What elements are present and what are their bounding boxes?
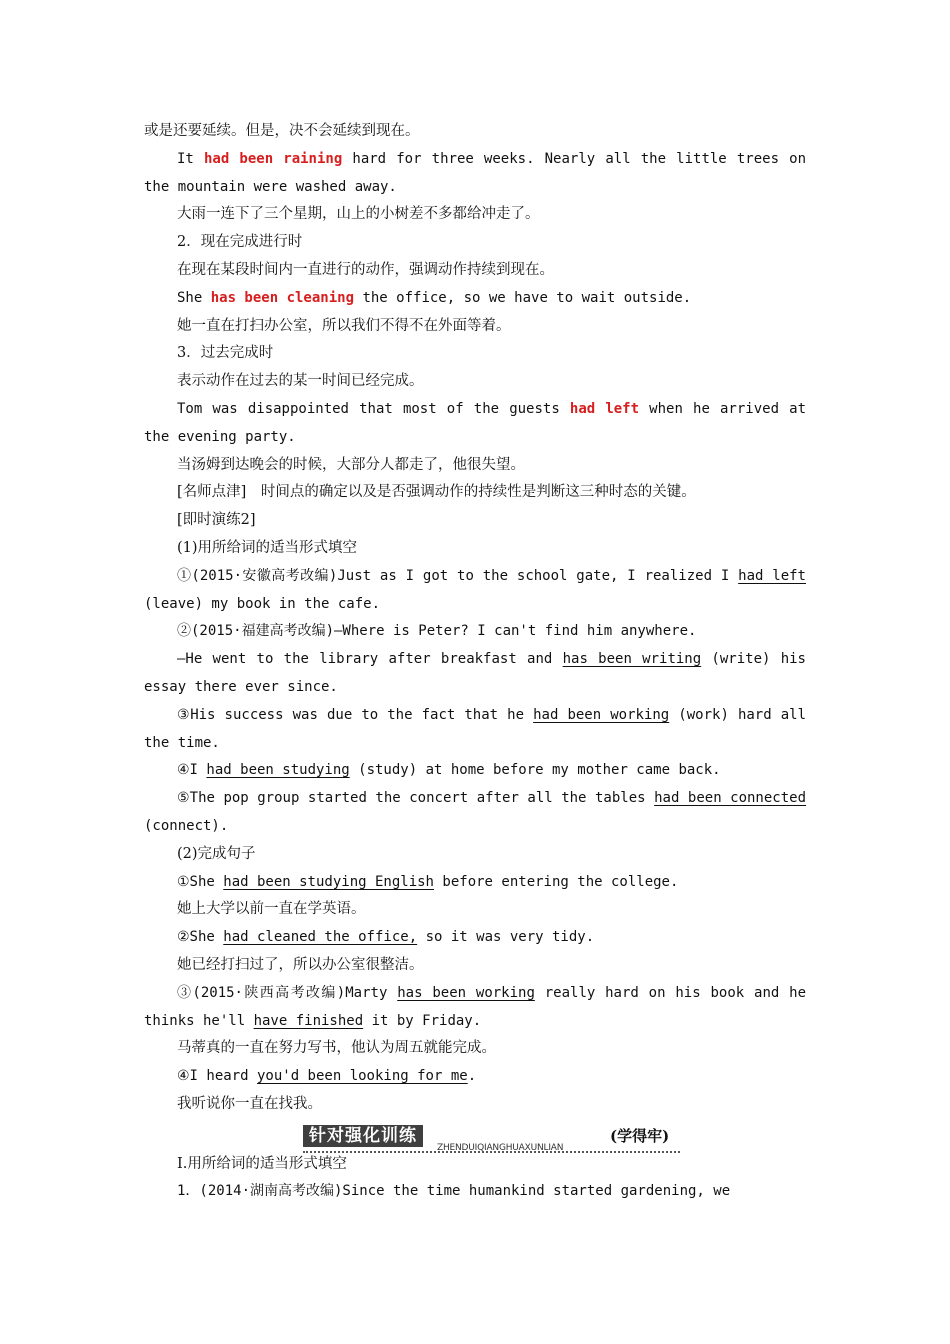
answer-blank: had been studying English bbox=[223, 873, 434, 890]
translation-line: 大雨一连下了三个星期，山上的小树差不多都给冲走了。 bbox=[177, 206, 540, 223]
section-banner bbox=[144, 1119, 806, 1151]
translation-line: 我听说你一直在找我。 bbox=[177, 1095, 322, 1112]
exercise-subheading: (1)用所给词的适当形式填空 bbox=[177, 539, 358, 556]
answer-blank: you'd been looking for me bbox=[256, 1068, 468, 1085]
exercise-item: ③His success was due to the fact that he had been working (work) hard all the time. bbox=[144, 706, 807, 751]
highlight-answer: has been cleaning bbox=[210, 289, 355, 306]
example-sentence: Tom was disappointed that most of the guests had left when he arrived at the evening party. bbox=[144, 400, 806, 445]
answer-blank: have finished bbox=[253, 1012, 364, 1029]
answer-blank: had left bbox=[738, 567, 806, 584]
exercise-heading: [即时演练2] bbox=[177, 512, 256, 529]
text-line: 表示动作在过去的某一时间已经完成。 bbox=[177, 373, 424, 390]
answer-blank: has been working bbox=[397, 984, 535, 1001]
exercise-heading: Ⅰ.用所给词的适当形式填空 bbox=[177, 1155, 347, 1172]
banner-title: 针对强化训练 bbox=[303, 1125, 423, 1147]
translation-line: 她已经打扫过了，所以办公室很整洁。 bbox=[177, 956, 424, 973]
section-heading: 3．过去完成时 bbox=[177, 345, 274, 362]
exercise-item: ②(2015·福建高考改编)—Where is Peter? I can't find him anywhere. bbox=[177, 623, 697, 640]
answer-blank: had cleaned the office, bbox=[223, 929, 418, 946]
example-sentence: It had been raining hard for three weeks. Nearly all the little trees on the mountain were washed away. bbox=[144, 150, 806, 195]
exercise-item: —He went to the library after breakfast and has been writing (write) his essay there ever since. bbox=[144, 651, 806, 695]
exercise-item: 1．(2014·湖南高考改编)Since the time humankind started gardening, we bbox=[177, 1183, 731, 1200]
banner-tail: (学得牢) bbox=[610, 1126, 670, 1145]
exercise-item: ④I had been studying (study) at home before my mother came back. bbox=[177, 762, 721, 779]
section-heading: 2．现在完成进行时 bbox=[177, 234, 303, 251]
translation-line: 当汤姆到达晚会的时候，大部分人都走了，他很失望。 bbox=[177, 456, 525, 473]
answer-blank: has been writing bbox=[562, 651, 702, 668]
answer-blank: had been studying bbox=[206, 762, 350, 779]
translation-line: 她上大学以前一直在学英语。 bbox=[177, 901, 366, 918]
teacher-note: [名师点津] 时间点的确定以及是否强调动作的持续性是判断这三种时态的关键。 bbox=[177, 484, 696, 501]
document-page bbox=[144, 118, 806, 1206]
exercise-item: ⑤The pop group started the concert after all the tables had been connected (connect). bbox=[144, 790, 807, 834]
translation-line: 她一直在打扫办公室，所以我们不得不在外面等着。 bbox=[177, 317, 511, 334]
exercise-subheading: (2)完成句子 bbox=[177, 845, 256, 862]
banner-pinyin: ZHENDUIQIANGHUAXUNLIAN bbox=[437, 1142, 564, 1153]
exercise-item: ②She had cleaned the office, so it was very tidy. bbox=[177, 929, 595, 946]
answer-blank: had been working bbox=[533, 706, 670, 723]
answer-blank: had been connected bbox=[654, 790, 807, 807]
highlight-answer: had left bbox=[569, 400, 640, 417]
exercise-item: ④I heard you'd been looking for me. bbox=[177, 1068, 477, 1085]
text-line: 或是还要延续。但是，决不会延续到现在。 bbox=[144, 123, 420, 139]
exercise-item: ①She had been studying English before entering the college. bbox=[177, 873, 679, 890]
highlight-answer: had been raining bbox=[204, 150, 343, 167]
example-sentence: She has been cleaning the office, so we have to wait outside. bbox=[177, 289, 692, 306]
exercise-item: ③(2015·陕西高考改编)Marty has been working really hard on his book and he thinks he'll have finished it by Friday. bbox=[144, 984, 807, 1029]
exercise-item: ①(2015·安徽高考改编)Just as I got to the school gate, I realized I had left (leave) my book in the cafe. bbox=[144, 567, 806, 612]
text-line: 在现在某段时间内一直进行的动作，强调动作持续到现在。 bbox=[177, 261, 554, 278]
translation-line: 马蒂真的一直在努力写书，他认为周五就能完成。 bbox=[177, 1040, 496, 1057]
banner-dotted-rule bbox=[303, 1151, 680, 1153]
